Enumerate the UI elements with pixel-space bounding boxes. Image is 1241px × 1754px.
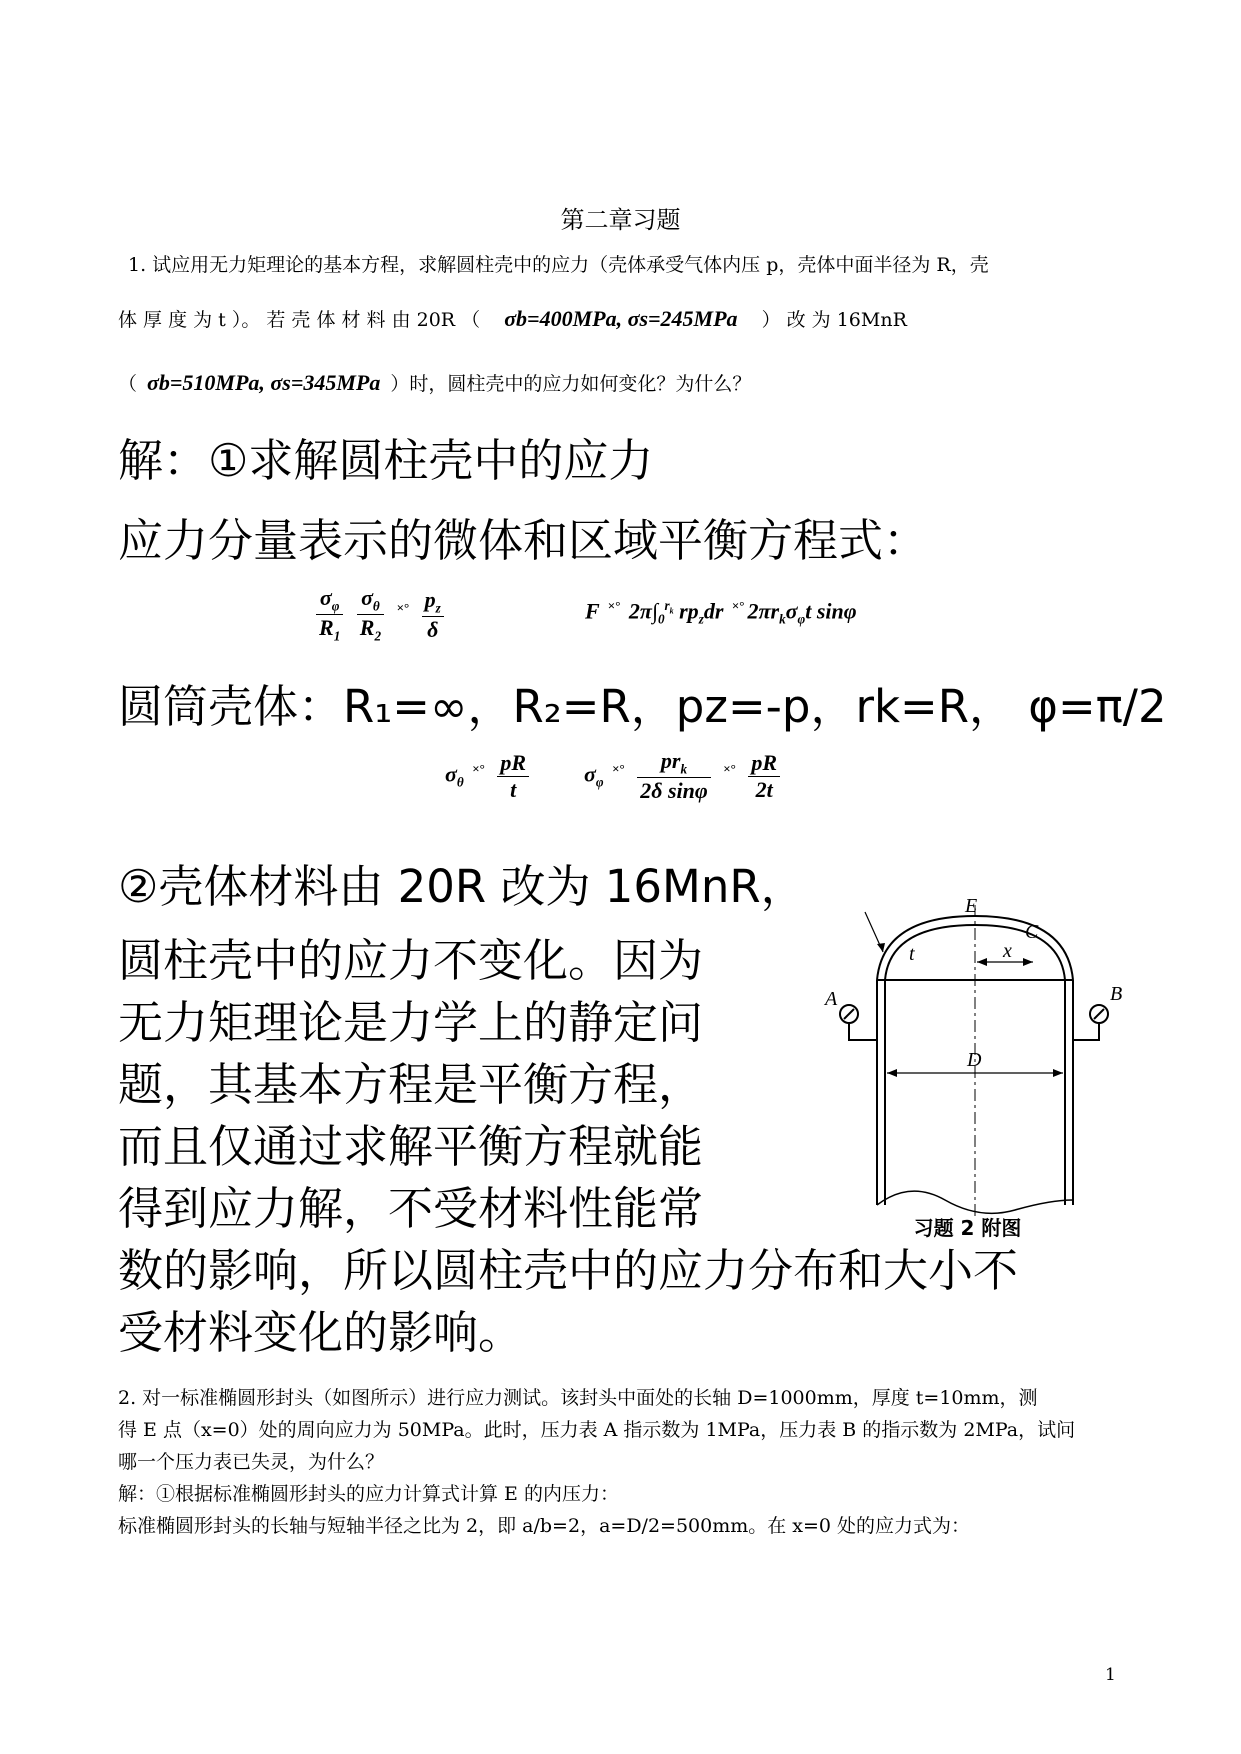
part2-line: 得到应力解，不受材料性能常: [118, 1182, 704, 1235]
q1-line3-formula: σb=510MPa, σs=345MPa: [147, 370, 381, 395]
figure-caption: 习题 2 附图: [913, 1216, 1022, 1240]
answer1-subheading: 应力分量表示的微体和区域平衡方程式：: [118, 514, 929, 567]
equilibrium-equation-region: F ×° $2\pi\int_0^{r_k}$ $rp_zdr$ ×° $2\pi r_k\sigma_\varphi t$ sinφ: [585, 598, 857, 627]
label-t: t: [909, 943, 915, 965]
label-d: D: [967, 1049, 982, 1071]
part2-tail-line: 数的影响，所以圆柱壳中的应力分布和大小不: [118, 1244, 1019, 1297]
answer1-part2-tail: [118, 1240, 1128, 1364]
answer1-part2-block: [118, 930, 818, 1240]
part2-tail-line: 受材料变化的影响。: [118, 1306, 524, 1359]
part2-line: 圆柱壳中的应力不变化。因为: [118, 934, 704, 987]
answer1-part2-line1: ②壳体材料由 20R 改为 16MnR，: [118, 860, 806, 913]
q1-line3: （ σb=510MPa, σs=345MPa ）时，圆柱壳中的应力如何变化？为什么？: [118, 370, 752, 395]
part2-line: 题，其基本方程是平衡方程，: [118, 1058, 704, 1111]
part2-line: 无力矩理论是力学上的静定问: [118, 996, 704, 1049]
stress-results: $\sigma_\theta$ ×° $\frac{pR}{t}$ $\sigma_\varphi$ ×° $\frac{pr_k}{\text{2δ sinφ}}$ ×° $\frac{pR}{2t}$: [445, 748, 784, 804]
part2-line: 而且仅通过求解平衡方程就能: [118, 1120, 704, 1173]
q1-line2-formula: σb=400MPa, σs=245MPa: [504, 306, 738, 331]
equilibrium-equation-micro: $\frac{\sigma_\varphi}{R_1}$ $\frac{\sigma_\theta}{R_2}$ ×° $\frac{p_z}{\delta}$: [312, 585, 448, 645]
q2-line: 得 E 点（x=0）处的周向应力为 50MPa。此时，压力表 A 指示数为 1MPa，压力表 B 的指示数为 2MPa，试问: [118, 1419, 1076, 1441]
q2-block: [118, 1382, 1128, 1542]
q2-line: 标准椭圆形封头的长轴与短轴半径之比为 2，即 a/b=2，a=D/2=500mm。在 x=0 处的应力式为：: [118, 1515, 971, 1537]
q1-line2-prefix: 体 厚 度 为 t ）。 若 壳 体 材 料 由 20R （: [118, 309, 481, 331]
q1-line1: 1. 试应用无力矩理论的基本方程，求解圆柱壳中的应力（壳体承受气体内压 p，壳体中面半径为 R，壳: [128, 254, 989, 276]
q2-line: 哪一个压力表已失灵，为什么？: [118, 1451, 385, 1473]
q1-line2: [118, 299, 1118, 340]
answer1-heading: 解：①求解圆柱壳中的应力: [118, 434, 654, 487]
cylinder-conditions: 圆筒壳体：R₁=∞，R₂=R，pz=-p，rk=R， φ=π/2: [118, 680, 1167, 733]
page-number: 1: [1105, 1665, 1116, 1685]
figure-ellipsoidal-head: [815, 895, 1123, 1245]
q1-line3-suffix: ）时，圆柱壳中的应力如何变化？为什么？: [390, 373, 752, 395]
q2-line: 2. 对一标准椭圆形封头（如图所示）进行应力测试。该封头中面处的长轴 D=1000mm，厚度 t=10mm，测: [118, 1387, 1038, 1409]
label-e: E: [965, 895, 978, 917]
vessel-diagram: [815, 895, 1123, 1245]
q1-line2-suffix: ） 改 为 16MnR: [761, 309, 907, 331]
q2-line: 解：①根据标准椭圆形封头的应力计算式计算 E 的内压力：: [118, 1483, 619, 1505]
label-c: C: [1025, 921, 1039, 943]
label-b: B: [1110, 983, 1123, 1005]
label-a: A: [825, 988, 838, 1010]
page-title: 第二章习题: [560, 206, 681, 234]
label-x: x: [1003, 940, 1012, 962]
